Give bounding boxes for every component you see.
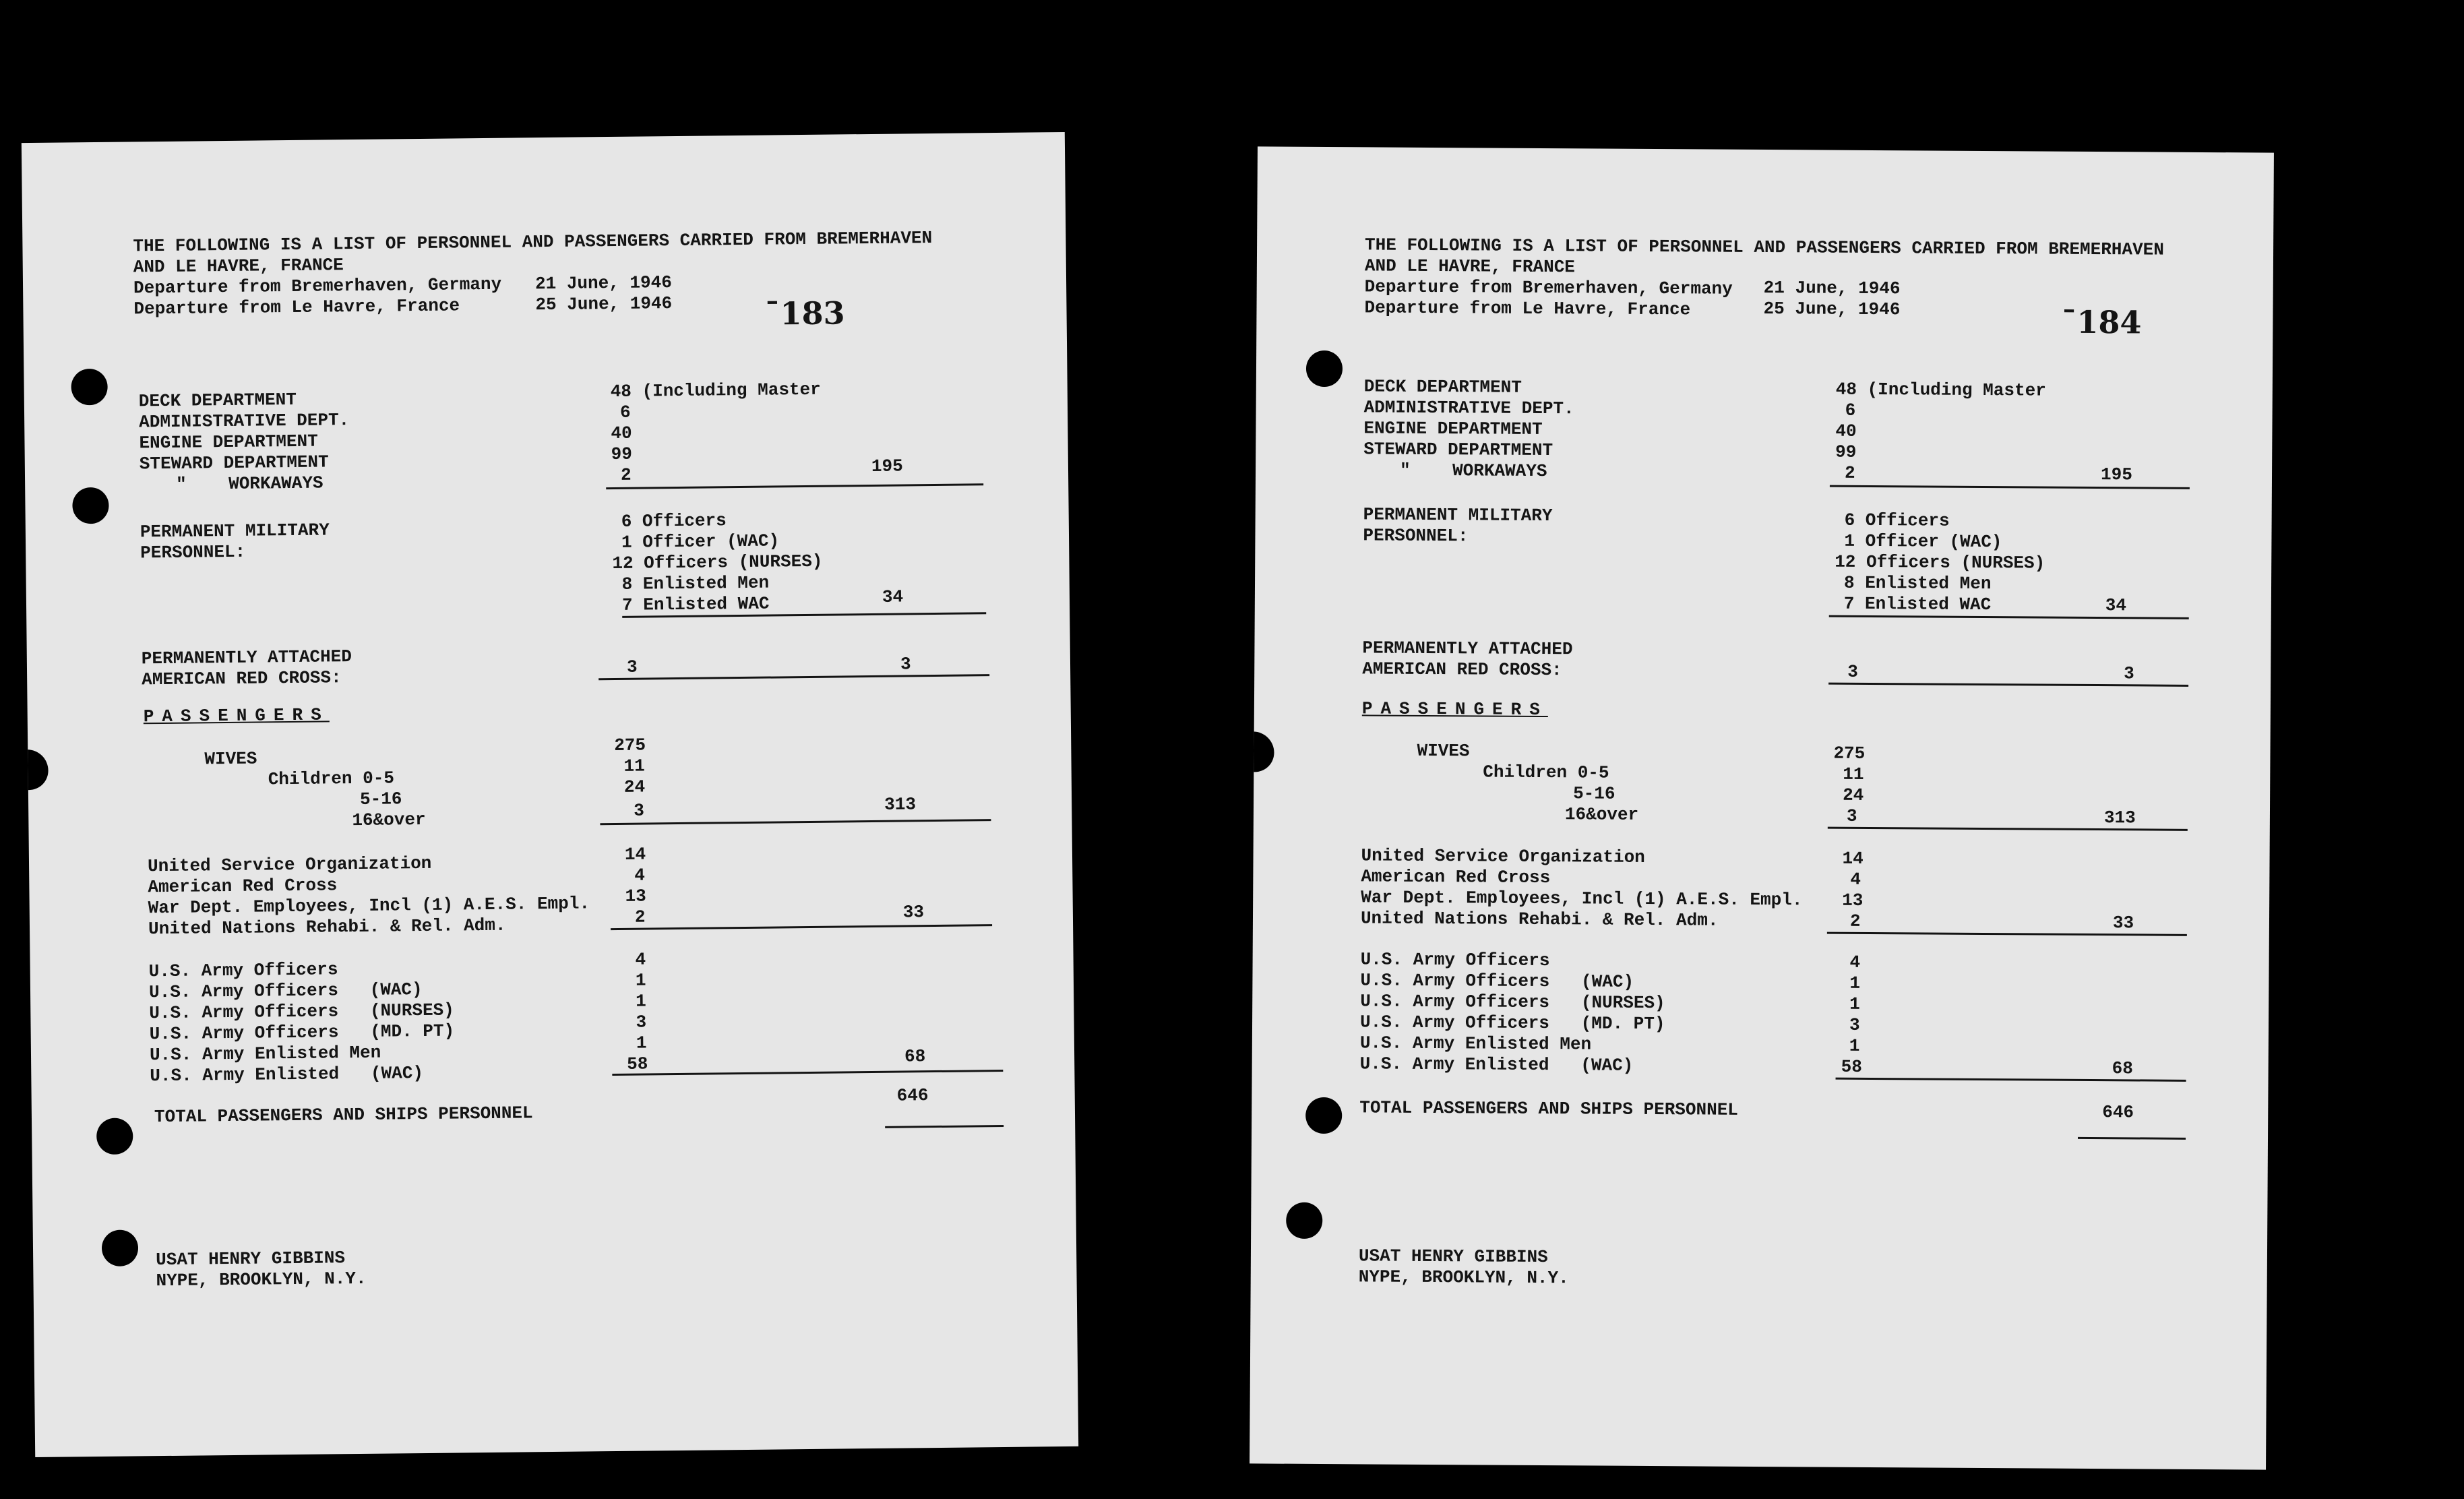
army-total: 68	[904, 1046, 926, 1067]
punch-hole	[102, 1229, 139, 1266]
military-label-1: PERMANENT MILITARY	[1363, 504, 1553, 526]
ship-name: USAT HENRY GIBBINS	[156, 1248, 346, 1271]
steward-label: STEWARD DEPARTMENT	[139, 452, 329, 475]
uso-label: United Service Organization	[147, 853, 432, 877]
departure-2-date: 25 June, 1946	[535, 293, 673, 315]
workaways-label: " WORKAWAYS	[1399, 460, 1547, 482]
subtotal-rule	[606, 483, 983, 489]
military-total: 34	[882, 586, 904, 607]
dependents-total: 313	[2103, 807, 2136, 828]
redcross-label-2: AMERICAN RED CROSS:	[142, 667, 342, 690]
army-officers-value: 4	[1849, 952, 1861, 973]
army-enlisted-wac-label: U.S. Army Enlisted (WAC)	[150, 1062, 424, 1087]
army-officers-wac-label: U.S. Army Officers (WAC)	[148, 979, 423, 1003]
steward-value: 99	[1835, 441, 1857, 462]
army-officers-wac-label: U.S. Army Officers (WAC)	[1360, 970, 1634, 992]
subtotal-rule	[600, 819, 991, 825]
ship-port: NYPE, BROOKLYN, N.Y.	[156, 1268, 367, 1291]
army-officers-wac-value: 1	[1849, 973, 1861, 993]
children-label: Children 0-5	[1483, 762, 1609, 783]
army-total: 68	[2112, 1058, 2133, 1079]
military-line-4: 8 Enlisted Men	[1843, 572, 1992, 594]
wives-label: WIVES	[1417, 740, 1470, 762]
redcross-value: 3	[1847, 661, 1858, 682]
deck-label: DECK DEPARTMENT	[1363, 376, 1522, 398]
admin-label: ADMINISTRATIVE DEPT.	[139, 410, 350, 433]
deck-value: 48 (Including Master	[1835, 379, 2046, 401]
children-value: 11	[1843, 764, 1864, 785]
military-line-1: 6 Officers	[1844, 510, 1950, 531]
paper-tear	[1250, 731, 1274, 772]
unrra-value: 2	[634, 907, 646, 927]
document-page-left	[22, 132, 1078, 1457]
military-label-2: PERSONNEL:	[1363, 525, 1469, 547]
grand-total-value: 646	[896, 1085, 929, 1106]
army-enlisted-wac-value: 58	[627, 1053, 648, 1074]
passengers-heading: PASSENGERS	[143, 704, 330, 727]
military-label-1: PERMANENT MILITARY	[140, 520, 330, 543]
military-line-2: 1 Officer (WAC)	[1844, 530, 2002, 553]
unrra-label: United Nations Rehabi. & Rel. Adm.	[1360, 908, 1719, 931]
subtotal-rule	[1836, 1078, 2186, 1082]
army-officers-label: U.S. Army Officers	[1360, 949, 1550, 971]
workaways-value: 2	[1844, 462, 1855, 483]
header-line-2: AND LE HAVRE, FRANCE	[1364, 255, 1576, 278]
passengers-heading: PASSENGERS	[1361, 698, 1549, 721]
war-dept-label: War Dept. Employees, Incl (1) A.E.S. Empl.	[1361, 887, 1803, 911]
children-value: 11	[623, 756, 645, 776]
departure-2-label: Departure from Le Havre, France	[1364, 297, 1691, 320]
ship-name: USAT HENRY GIBBINS	[1358, 1246, 1548, 1268]
wives-value: 275	[614, 735, 646, 756]
military-line-2: 1 Officer (WAC)	[621, 530, 780, 553]
deck-label: DECK DEPARTMENT	[138, 389, 297, 412]
departure-2-label: Departure from Le Havre, France	[133, 295, 460, 319]
engine-label: ENGINE DEPARTMENT	[1363, 418, 1543, 440]
workaways-value: 2	[620, 464, 632, 485]
unrra-label: United Nations Rehabi. & Rel. Adm.	[148, 915, 506, 940]
grand-total-value: 646	[2102, 1102, 2134, 1123]
deck-value: 48 (Including Master	[610, 379, 821, 402]
departure-1-date: 21 June, 1946	[1763, 278, 1901, 299]
document-page-right	[1250, 146, 2274, 1469]
army-enlisted-men-value: 1	[636, 1033, 647, 1053]
army-officers-nurses-value: 1	[636, 991, 646, 1012]
subtotal-rule	[612, 1070, 1003, 1076]
redcross-label-1: PERMANENTLY ATTACHED	[141, 646, 352, 669]
war-dept-label: War Dept. Employees, Incl (1) A.E.S. Empl.	[148, 893, 590, 919]
redcross-label-1: PERMANENTLY ATTACHED	[1362, 638, 1573, 660]
age-5-16-label: 5-16	[1573, 783, 1615, 804]
engine-value: 40	[611, 423, 632, 444]
header-line-2: AND LE HAVRE, FRANCE	[133, 255, 344, 278]
uso-value: 14	[624, 844, 646, 865]
admin-value: 6	[619, 402, 631, 423]
arc-label: American Red Cross	[148, 875, 338, 898]
grand-total-label: TOTAL PASSENGERS AND SHIPS PERSONNEL	[1359, 1097, 1739, 1120]
civilians-total: 33	[902, 902, 925, 923]
engine-value: 40	[1835, 421, 1857, 441]
children-label: Children 0-5	[268, 768, 395, 790]
wives-label: WIVES	[204, 748, 257, 770]
subtotal-rule	[598, 674, 989, 680]
civilians-total: 33	[2112, 913, 2134, 934]
departure-1-label: Departure from Bremerhaven, Germany	[1364, 276, 1733, 299]
uso-label: United Service Organization	[1361, 845, 1645, 867]
war-dept-value: 13	[1842, 890, 1864, 911]
army-enlisted-wac-value: 58	[1841, 1056, 1862, 1077]
steward-value: 99	[611, 443, 633, 465]
arc-label: American Red Cross	[1361, 866, 1551, 888]
army-officers-mdpt-value: 3	[636, 1012, 647, 1033]
army-officers-nurses-label: U.S. Army Officers (NURSES)	[1360, 991, 1665, 1014]
steward-label: STEWARD DEPARTMENT	[1363, 439, 1553, 461]
total-rule	[885, 1125, 1004, 1128]
redcross-total: 3	[2124, 663, 2134, 684]
military-line-1: 6 Officers	[621, 510, 727, 532]
admin-value: 6	[1845, 400, 1856, 421]
redcross-value: 3	[626, 656, 638, 677]
wives-value: 275	[1833, 743, 1866, 764]
arc-value: 4	[1850, 869, 1861, 890]
military-line-4: 8 Enlisted Men	[621, 572, 770, 594]
army-enlisted-men-label: U.S. Army Enlisted Men	[1359, 1033, 1592, 1055]
military-line-3: 12 Officers (NURSES)	[1835, 551, 2045, 574]
dependents-total: 313	[884, 794, 917, 815]
age-5-16-value: 24	[623, 776, 646, 797]
army-enlisted-men-value: 1	[1849, 1035, 1860, 1056]
paper-tear	[22, 750, 49, 791]
subtotal-rule	[1828, 683, 2188, 687]
header-line-1: THE FOLLOWING IS A LIST OF PERSONNEL AND PASSENGERS CARRIED FROM BREMERHAVEN	[133, 228, 933, 257]
crew-total: 195	[2100, 464, 2132, 485]
military-label-2: PERSONNEL:	[140, 541, 246, 563]
departure-1-date: 21 June, 1946	[534, 272, 673, 295]
engine-label: ENGINE DEPARTMENT	[139, 431, 318, 454]
workaways-label: " WORKAWAYS	[175, 472, 324, 495]
page-number: ¯184	[2061, 303, 2142, 341]
army-officers-mdpt-value: 3	[1849, 1014, 1860, 1035]
age-16-over-label: 16&over	[352, 809, 426, 831]
punch-hole	[71, 369, 108, 406]
army-officers-mdpt-label: U.S. Army Officers (MD. PT)	[149, 1020, 455, 1045]
punch-hole	[72, 487, 109, 524]
crew-total: 195	[871, 456, 903, 477]
uso-value: 14	[1842, 848, 1864, 869]
military-line-5: 7 Enlisted WAC	[621, 593, 770, 615]
age-16-over-value: 3	[1846, 805, 1857, 826]
army-enlisted-wac-label: U.S. Army Enlisted (WAC)	[1359, 1053, 1634, 1076]
unrra-value: 2	[1849, 911, 1861, 931]
age-16-over-value: 3	[634, 800, 645, 821]
army-officers-nurses-value: 1	[1849, 993, 1860, 1014]
punch-hole	[1306, 350, 1343, 387]
army-officers-label: U.S. Army Officers	[148, 959, 338, 982]
arc-value: 4	[634, 865, 646, 886]
age-5-16-label: 5-16	[359, 789, 402, 809]
punch-hole	[1286, 1202, 1322, 1239]
punch-hole	[1305, 1097, 1342, 1134]
war-dept-value: 13	[625, 886, 646, 907]
subtotal-rule	[611, 924, 992, 930]
redcross-label-2: AMERICAN RED CROSS:	[1362, 659, 1562, 681]
army-enlisted-men-label: U.S. Army Enlisted Men	[149, 1042, 381, 1066]
ship-port: NYPE, BROOKLYN, N.Y.	[1358, 1266, 1569, 1289]
admin-label: ADMINISTRATIVE DEPT.	[1363, 397, 1574, 419]
age-5-16-value: 24	[1843, 785, 1864, 805]
subtotal-rule	[1829, 615, 2189, 619]
departure-2-date: 25 June, 1946	[1763, 299, 1901, 320]
header-line-1: THE FOLLOWING IS A LIST OF PERSONNEL AND PASSENGERS CARRIED FROM BREMERHAVEN	[1365, 235, 2164, 260]
grand-total-label: TOTAL PASSENGERS AND SHIPS PERSONNEL	[154, 1103, 533, 1128]
departure-1-label: Departure from Bremerhaven, Germany	[133, 274, 502, 299]
army-officers-nurses-label: U.S. Army Officers (NURSES)	[149, 1000, 454, 1024]
military-line-5: 7 Enlisted WAC	[1843, 593, 1992, 615]
army-officers-mdpt-label: U.S. Army Officers (MD. PT)	[1359, 1012, 1665, 1035]
total-rule	[2078, 1137, 2186, 1140]
punch-hole	[96, 1118, 133, 1155]
military-total: 34	[2105, 595, 2127, 616]
army-officers-wac-value: 1	[635, 970, 646, 991]
military-line-3: 12 Officers (NURSES)	[612, 551, 823, 574]
age-16-over-label: 16&over	[1564, 804, 1639, 825]
redcross-total: 3	[900, 654, 911, 675]
page-number: ¯183	[764, 295, 845, 332]
army-officers-value: 4	[635, 949, 646, 970]
subtotal-rule	[1830, 485, 2190, 489]
